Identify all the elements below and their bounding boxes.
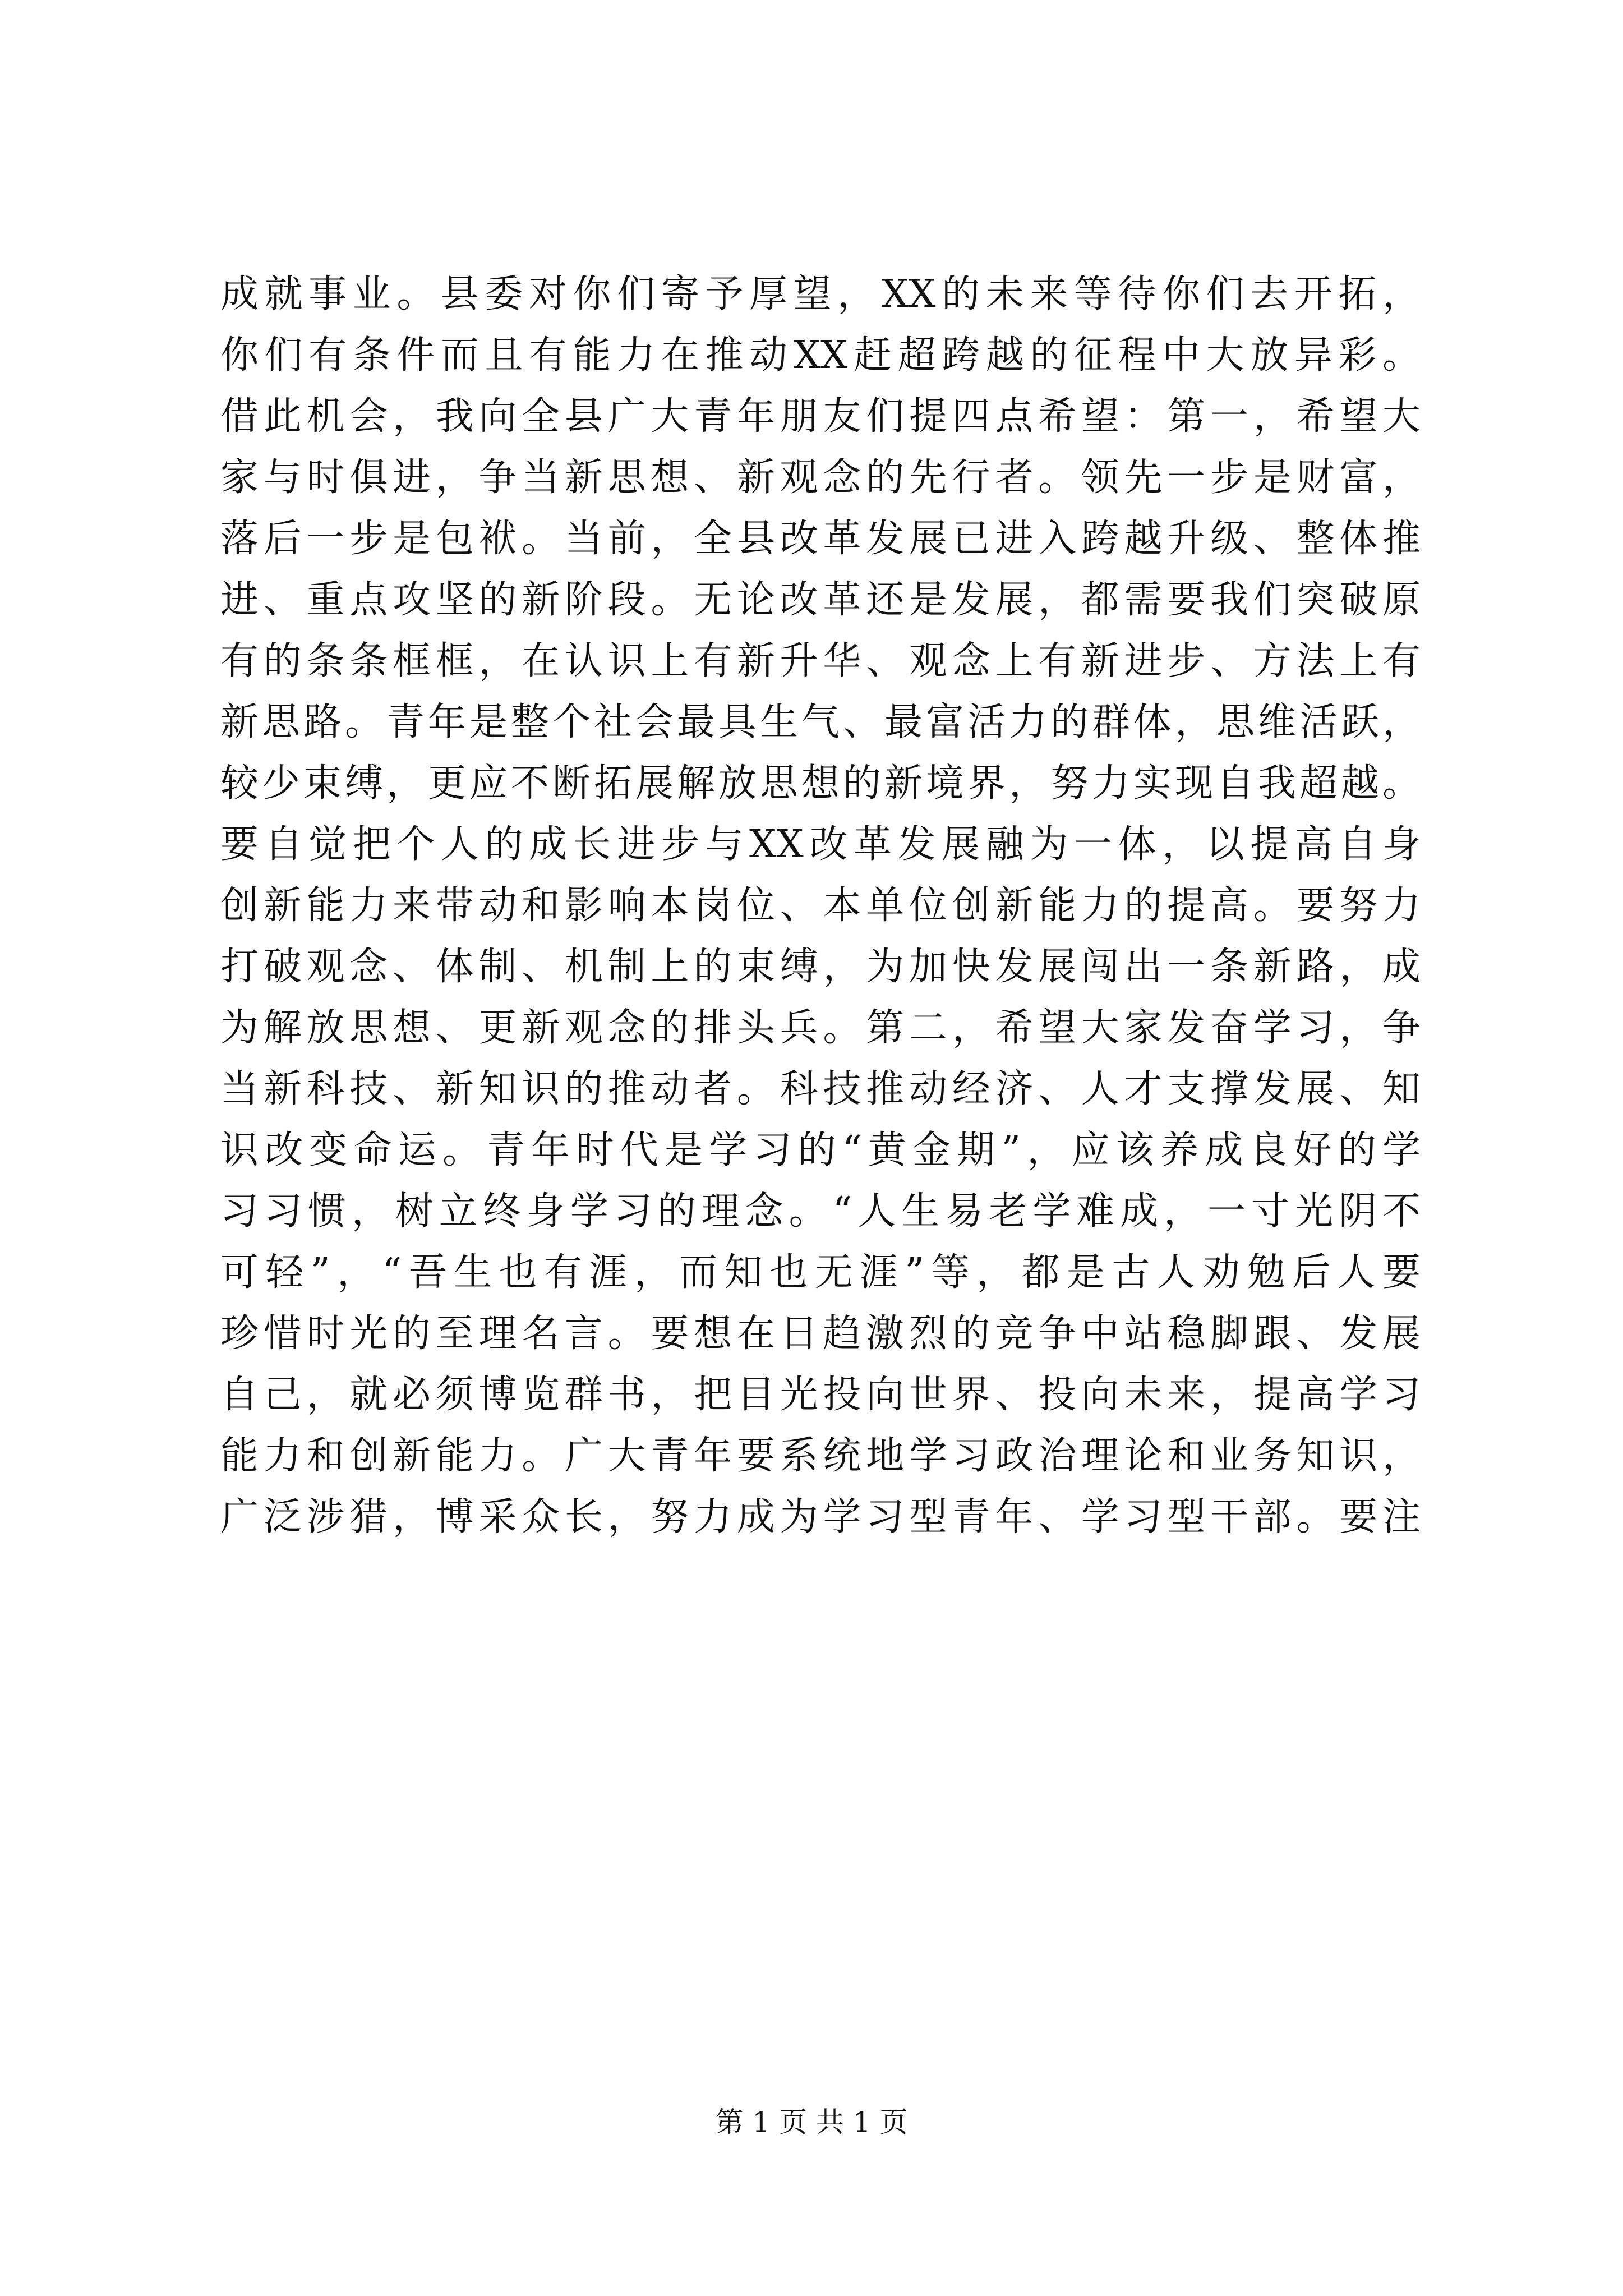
page-footer: 第 1 页 共 1 页: [715, 2106, 908, 2138]
text-line: 珍惜时光的至理名言。要想在日趋激烈的竞争中站稳脚跟、发展: [220, 1312, 1421, 1356]
text-line: 家与时俱进，争当新思想、新观念的先行者。领先一步是财富，: [220, 455, 1421, 500]
text-line: 当新科技、新知识的推动者。科技推动经济、人才支撑发展、知: [220, 1067, 1421, 1111]
text-line: 要自觉把个人的成长进步与XX改革发展融为一体，以提高自身: [220, 822, 1421, 867]
text-line: 为解放思想、更新观念的排头兵。第二，希望大家发奋学习，争: [220, 1006, 1421, 1050]
text-line: 有的条条框框，在认识上有新升华、观念上有新进步、方法上有: [220, 639, 1421, 683]
text-line: 广泛涉猎，博采众长，努力成为学习型青年、学习型干部。要注: [220, 1495, 1421, 1539]
text-line: 能力和创新能力。广大青年要系统地学习政治理论和业务知识，: [220, 1434, 1421, 1478]
text-line: 借此机会，我向全县广大青年朋友们提四点希望：第一，希望大: [220, 394, 1421, 439]
text-line: 习习惯，树立终身学习的理念。“人生易老学难成，一寸光阴不: [220, 1189, 1421, 1234]
text-line: 较少束缚，更应不断拓展解放思想的新境界，努力实现自我超越。: [220, 761, 1421, 806]
text-line: 落后一步是包袱。当前，全县改革发展已进入跨越升级、整体推: [220, 517, 1421, 561]
text-line: 创新能力来带动和影响本岗位、本单位创新能力的提高。要努力: [220, 884, 1421, 928]
text-line: 打破观念、体制、机制上的束缚，为加快发展闯出一条新路，成: [220, 945, 1421, 989]
text-line: 自己，就必须博览群书，把目光投向世界、投向未来，提高学习: [220, 1373, 1421, 1417]
body-text: [220, 264, 1421, 1548]
text-line: 新思路。青年是整个社会最具生气、最富活力的群体，思维活跃，: [220, 700, 1421, 744]
text-line: 进、重点攻坚的新阶段。无论改革还是发展，都需要我们突破原: [220, 578, 1421, 622]
text-line: 识改变命运。青年时代是学习的“黄金期”，应该养成良好的学: [220, 1128, 1421, 1172]
text-line: 你们有条件而且有能力在推动XX赶超跨越的征程中大放异彩。: [220, 333, 1421, 378]
text-line: 可轻”，“吾生也有涯，而知也无涯”等，都是古人劝勉后人要: [220, 1250, 1421, 1295]
text-line: 成就事业。县委对你们寄予厚望，XX的未来等待你们去开拓，: [220, 272, 1421, 316]
